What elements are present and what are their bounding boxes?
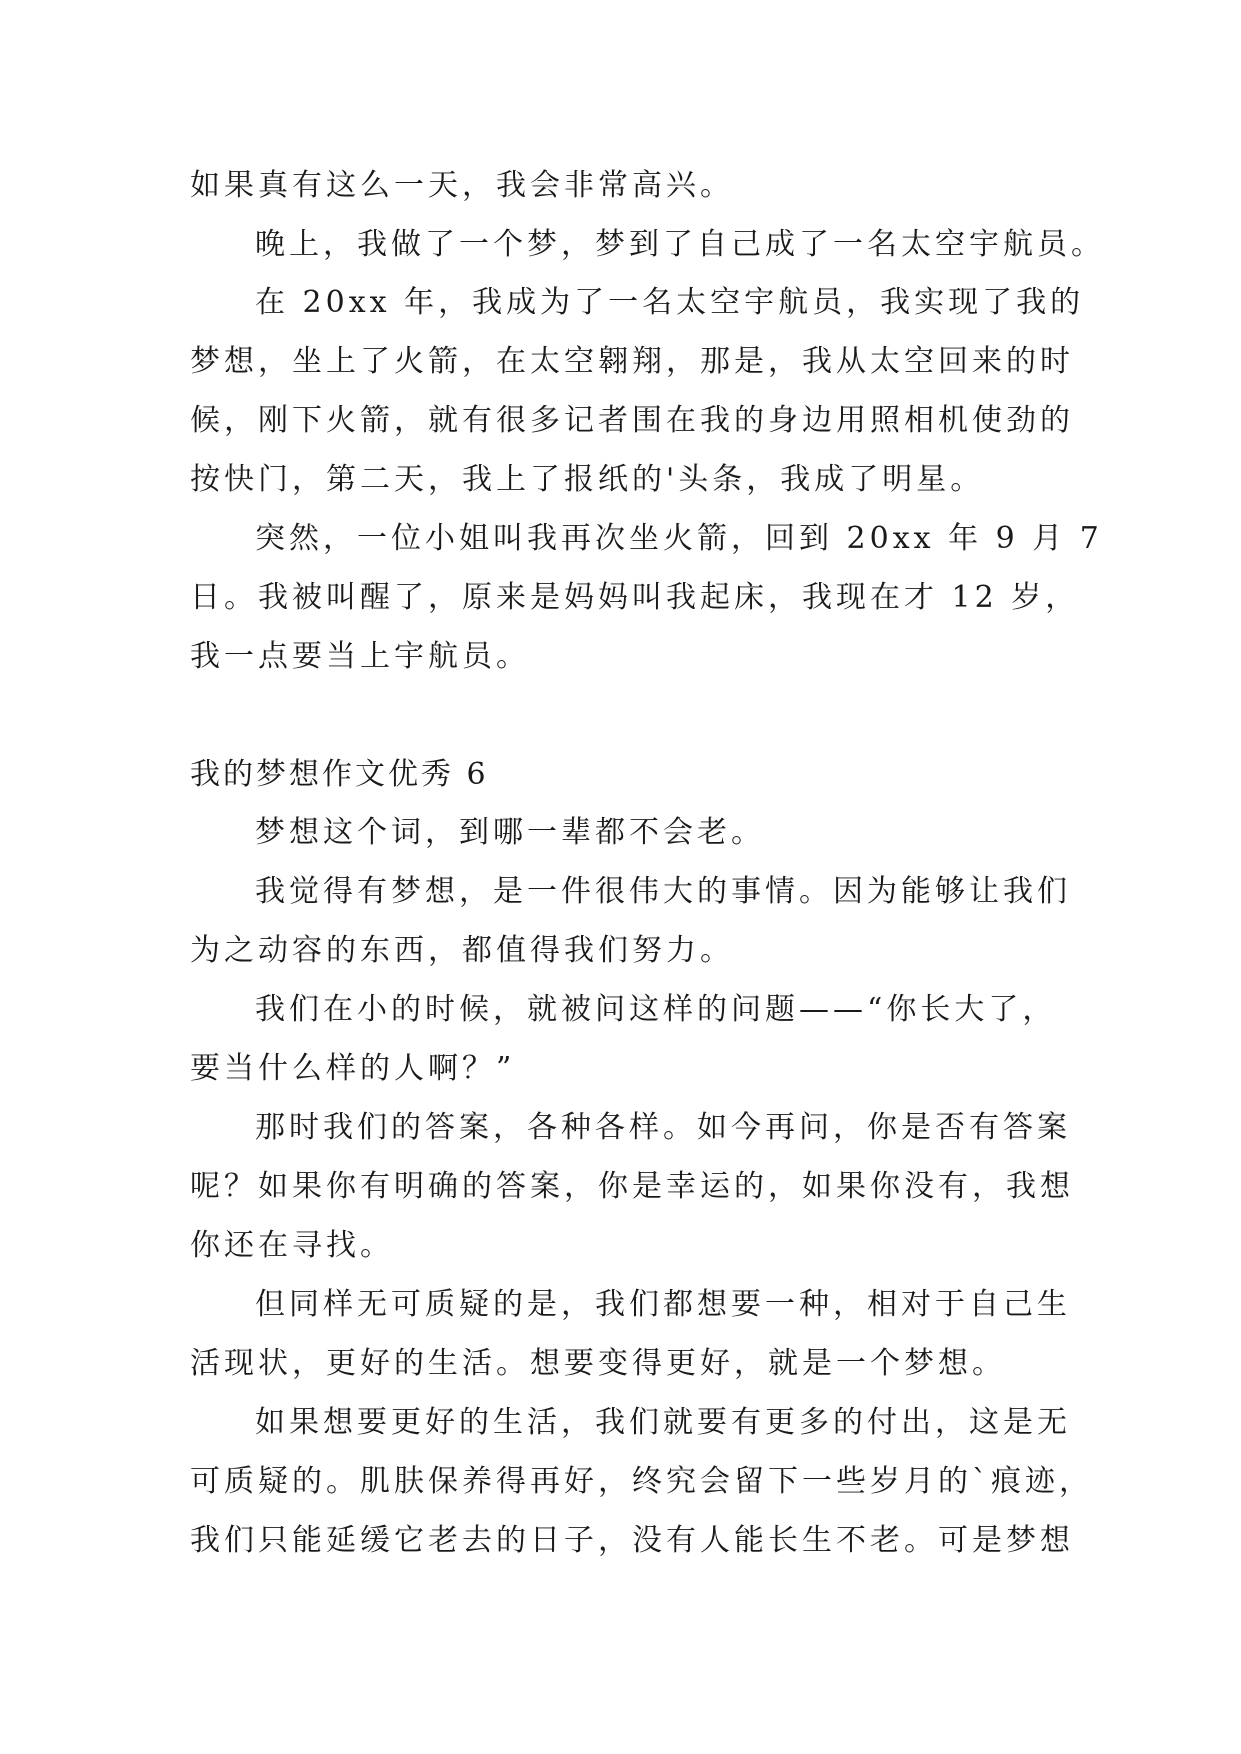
text-line: 呢？如果你有明确的答案，你是幸运的，如果你没有，我想	[190, 1169, 1074, 1204]
text-line: 如果真有这么一天，我会非常高兴。	[190, 168, 734, 203]
paragraph-start: 晚上，我做了一个梦，梦到了自己成了一名太空宇航员。	[255, 227, 1105, 262]
text-line: 梦想，坐上了火箭，在太空翱翔，那是，我从太空回来的时	[190, 344, 1074, 379]
text-line: 我们只能延缓它老去的日子，没有人能长生不老。可是梦想	[190, 1523, 1074, 1558]
paragraph-start: 突然，一位小姐叫我再次坐火箭，回到 20xx 年 9 月 7	[255, 521, 1103, 556]
paragraph-start: 那时我们的答案，各种各样。如今再问，你是否有答案	[255, 1110, 1071, 1145]
text-line: 可质疑的。肌肤保养得再好，终究会留下一些岁月的`痕迹，	[190, 1464, 1093, 1499]
paragraph-start: 我们在小的时候，就被问这样的问题——“你长大了，	[255, 992, 1057, 1027]
section-heading: 我的梦想作文优秀 6	[190, 757, 489, 792]
paragraph-start: 我觉得有梦想，是一件很伟大的事情。因为能够让我们	[255, 874, 1071, 909]
paragraph-start: 如果想要更好的生活，我们就要有更多的付出，这是无	[255, 1405, 1071, 1440]
paragraph-start: 梦想这个词，到哪一辈都不会老。	[255, 815, 765, 850]
text-line: 日。我被叫醒了，原来是妈妈叫我起床，我现在才 12 岁，	[190, 580, 1080, 615]
text-line: 为之动容的东西，都值得我们努力。	[190, 933, 734, 968]
paragraph-start: 在 20xx 年，我成为了一名太空宇航员，我实现了我的	[255, 285, 1085, 320]
paragraph-start: 但同样无可质疑的是，我们都想要一种，相对于自己生	[255, 1287, 1071, 1322]
text-line: 你还在寻找。	[190, 1228, 394, 1263]
text-line: 候，刚下火箭，就有很多记者围在我的身边用照相机使劲的	[190, 403, 1074, 438]
text-line: 活现状，更好的生活。想要变得更好，就是一个梦想。	[190, 1346, 1006, 1381]
text-line: 按快门，第二天，我上了报纸的'头条，我成了明星。	[190, 462, 985, 497]
text-line: 要当什么样的人啊？”	[190, 1051, 516, 1086]
text-line: 我一点要当上宇航员。	[190, 639, 530, 674]
